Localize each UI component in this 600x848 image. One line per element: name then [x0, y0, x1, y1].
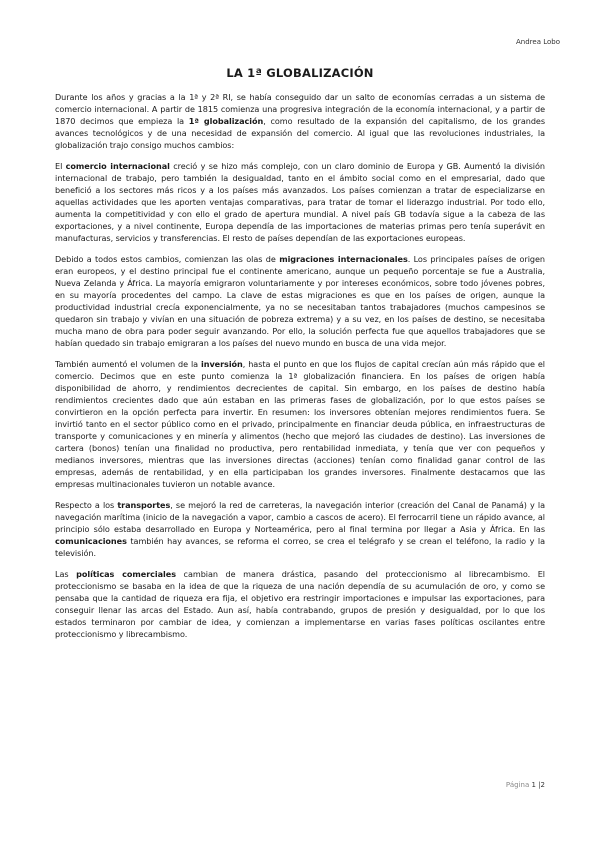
page-separator: |	[538, 781, 541, 789]
page-footer	[506, 781, 545, 789]
keyword-comunicaciones: comunicaciones	[55, 536, 127, 546]
keyword-politicas: políticas comerciales	[76, 569, 176, 579]
keyword-globalizacion: 1ª globalización	[188, 116, 264, 126]
keyword-inversion: inversión	[201, 359, 243, 369]
page-number-current: 1	[531, 781, 536, 789]
paragraph-comercio: El comercio internacional creció y se hizo más complejo, con un claro dominio de Europa y GB. Aumentó la división internacional de trabajo, pero también la desigualdad, tanto en el ámbito social como en el empresarial, dado que benefició a los sectores más ricos y a los países más avanzados. Los países comienzan a tratar de especializarse en aquellas actividades que les aporten ventajas comparativas, para tratar de tomar el liderazgo industrial. Por todo ello, aumenta la competitividad y con ello el grado de apertura mundial. A nivel país GB todavía sigue a la cabeza de las exportaciones, y a nivel continente, Europa dependía de las importaciones de materias primas pero tenía superávit en manufacturas, servicios y transferencias. El resto de países dependían de las exportaciones europeas.	[55, 161, 545, 243]
page-label: Página	[505, 781, 530, 789]
paragraph-inversion: También aumentó el volumen de la inversión, hasta el punto en que los flujos de capital crecían aún más rápido que el comercio. Decimos que en este punto comienza la 1ª globalización financiera. En los países de origen había disponibilidad de ahorro, y rendimientos decrecientes de capital. Sin embargo, en los países de destino había rendimientos crecientes dado que aún estaban en las primeras fases de globalización, por lo que estos países se convirtieron en la opción perfecta para invertir. En resumen: los inversores obtenían mejores rendimientos fuera. Se invirtió tanto en el sector público como en el privado, principalmente en financiar deuda pública, en infraestructuras de transporte y comunicaciones y en minería y alimentos (hecho que mejoró las ciudades de destino). Las inversiones de cartera (bonos) tenían una finalidad no productiva, pero rentabilidad inmediata, y tenía que ver con pequeños y medianos inversores, mientras que las inversiones directas (acciones) tenían como finalidad ganar control de las empresas, además de rentabilidad, y en ella participaban los grandes inversores. Finalmente destacamos que las empresas multinacionales tuvieron un notable avance.	[55, 359, 545, 489]
paragraph-politicas: Las políticas comerciales cambian de manera drástica, pasando del proteccionismo al librecambismo. El proteccionismo se basaba en la idea de que la riqueza de una nación dependía de su acumulación de oro, y como se pensaba que la cantidad de riqueza era fija, el objetivo era restringir importaciones e impulsar las exportaciones, para conseguir llenar las arcas del Estado. Aun así, había contrabando, grupos de presión y desigualdad, por lo que los estados terminaron por cambiar de idea, y comienzan a implementarse en varias fases políticas oscilantes entre proteccionismo y librecambismo.	[55, 569, 545, 639]
paragraph-migraciones: Debido a todos estos cambios, comienzan las olas de migraciones internacionales. Los principales países de origen eran europeos, y el destino principal fue el continente americano, aunque un pequeño porcentaje se fue a Australia, Nueva Zelanda y África. La mayoría emigraron voluntariamente y por intereses económicos, sobre todo jóvenes pobres, en su mayoría procedentes del campo. La clave de estas migraciones es que en los países de origen, aunque la productividad industrial crecía exponencialmente, ya no se necesitaban tantos trabajadores (muchos campesinos se quedaron sin trabajo y vivían en una situación de pobreza extrema) y a su vez, en los países de destino, se necesitaba mucha mano de obra para poder seguir avanzando. Por ello, la solución perfecta fue que aquellos trabajadores que se habían quedado sin trabajo emigraran a los países del nuevo mundo en busca de una vida mejor.	[55, 254, 545, 348]
keyword-comercio: comercio internacional	[65, 161, 170, 171]
header-author: Andrea Lobo	[516, 38, 560, 46]
paragraph-intro: Durante los años y gracias a la 1ª y 2ª RI, se había conseguido dar un salto de economías cerradas a un sistema de comercio internacional. A partir de 1815 comienza una progresiva integración de la economía internacional, y a partir de 1870 decimos que empieza la 1ª globalización, como resultado de la expansión del capitalismo, de los grandes avances tecnológicos y de una necesidad de expansión del comercio. Al igual que las revoluciones industriales, la globalización trajo consigo muchos cambios:	[55, 92, 546, 150]
keyword-migraciones: migraciones internacionales	[279, 254, 408, 264]
paragraph-transportes: Respecto a los transportes, se mejoró la red de carreteras, la navegación interior (creación del Canal de Panamá) y la navegación marítima (inicio de la navegación a vapor, cambio a cascos de acero). El ferrocarril tiene un rápido avance, al principio sólo estaba desarrollado en Europa y Norteamérica, pero al final termina por llegar a Asia y África. En las comunicaciones también hay avances, se reforma el correo, se crea el telégrafo y se crean el teléfono, la radio y la televisión.	[55, 500, 545, 558]
keyword-transportes: transportes	[117, 500, 171, 510]
document-body	[55, 91, 545, 649]
page-title: LA 1ª GLOBALIZACIÓN	[226, 66, 374, 80]
page-number-total: 2	[540, 781, 545, 789]
